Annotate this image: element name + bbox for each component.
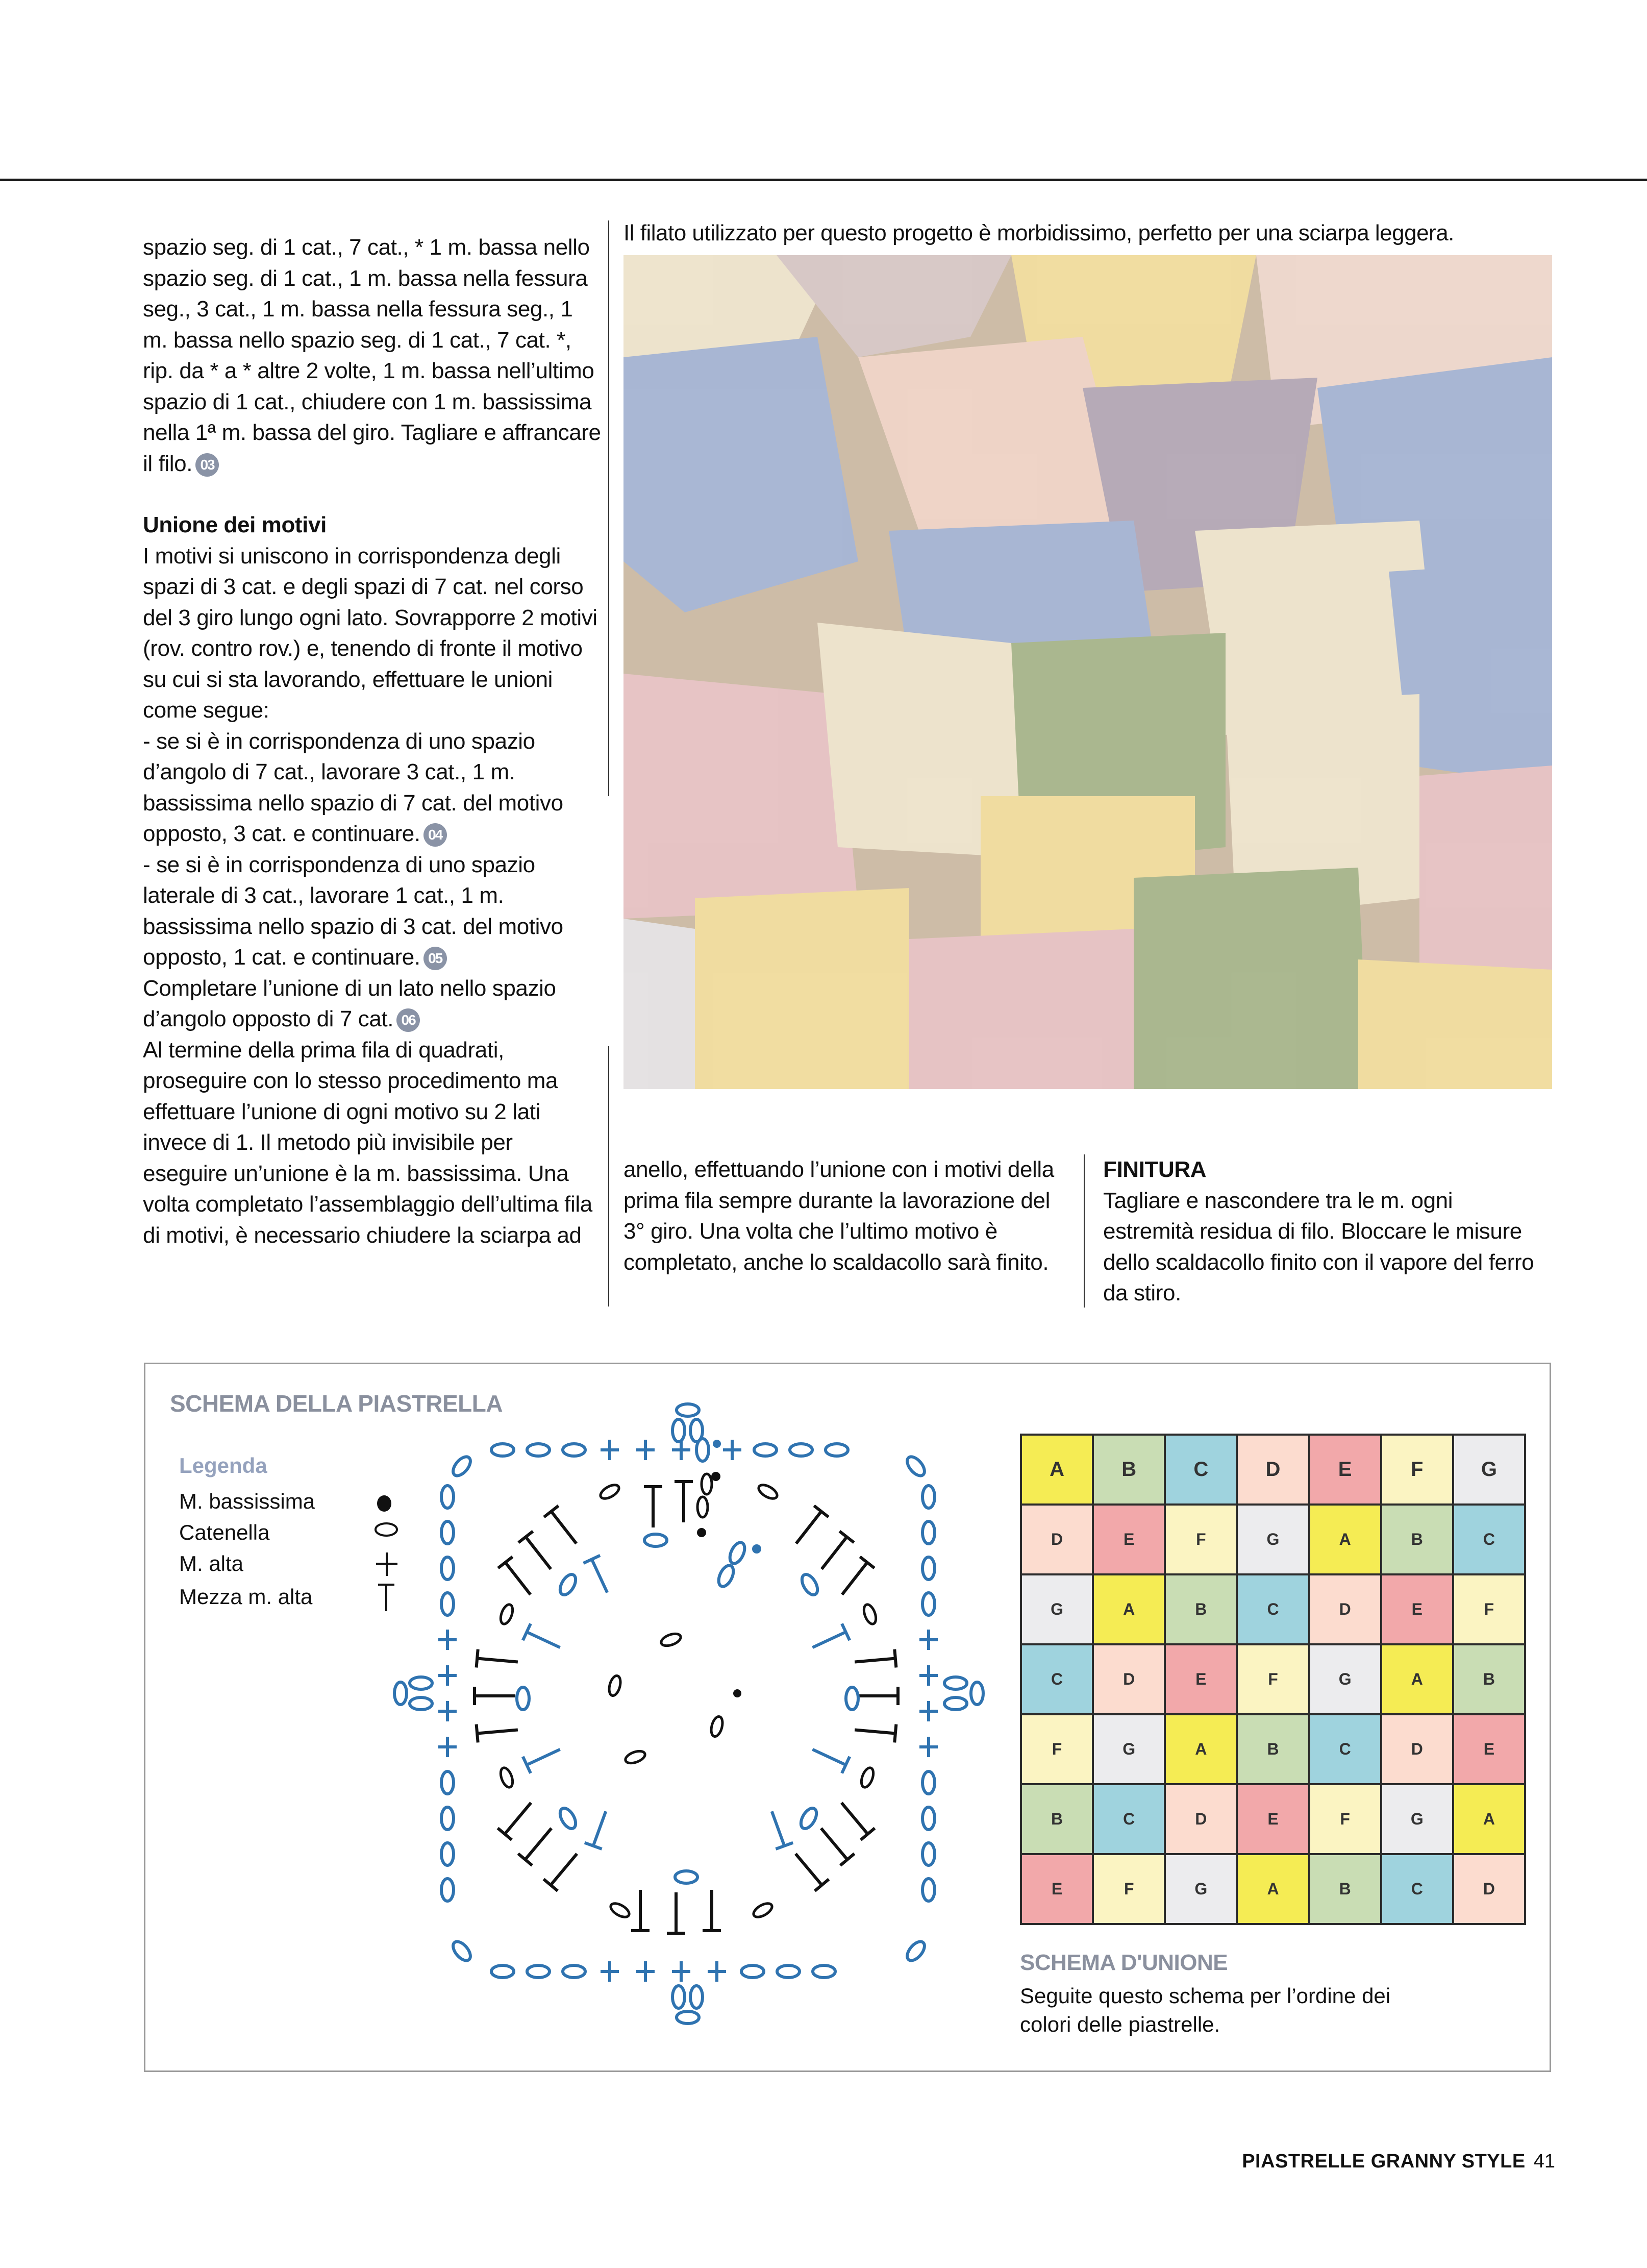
grid-cell: E xyxy=(1166,1645,1236,1713)
chart-panel xyxy=(144,1363,1551,2072)
grid-cell: C xyxy=(1382,1855,1452,1923)
grid-cell: F xyxy=(1022,1715,1092,1783)
grid-cell: B xyxy=(1022,1785,1092,1853)
right-column xyxy=(1103,1154,1542,1309)
color-union-grid xyxy=(1020,1434,1526,1925)
grid-cell: C xyxy=(1022,1645,1092,1713)
step-badge: 06 xyxy=(396,1008,420,1032)
step-badge: 05 xyxy=(423,947,447,970)
grid-cell: B xyxy=(1094,1436,1164,1503)
column-divider xyxy=(608,220,609,796)
instruction-paragraph: anello, effettuando l’unione con i motivi della prima fila sempre durante la lavorazione del 3° giro. Una volta che l’ultimo motivo è completato, anche lo scaldacollo sarà finito. xyxy=(623,1157,1054,1275)
grid-cell: A xyxy=(1310,1506,1380,1573)
grid-cell: D xyxy=(1238,1436,1308,1503)
grid-cell: D xyxy=(1382,1715,1452,1783)
column-divider xyxy=(608,1046,609,1306)
grid-cell: D xyxy=(1022,1506,1092,1573)
top-rule xyxy=(0,179,1647,181)
grid-cell: B xyxy=(1454,1645,1524,1713)
crochet-photo-illustration xyxy=(623,255,1552,1089)
grid-cell: G xyxy=(1166,1855,1236,1923)
section-heading: Unione dei motivi xyxy=(143,512,327,537)
legend-item: Catenella xyxy=(179,1520,269,1545)
grid-cell: G xyxy=(1238,1506,1308,1573)
grid-cell: D xyxy=(1094,1645,1164,1713)
column-divider xyxy=(1084,1154,1085,1308)
grid-cell: C xyxy=(1454,1506,1524,1573)
instruction-paragraph: Completare l’unione di un lato nello spazio d’angolo opposto di 7 cat. 06 xyxy=(143,975,556,1031)
left-column xyxy=(143,232,602,1251)
grid-cell: G xyxy=(1382,1785,1452,1853)
grid-cell: F xyxy=(1310,1785,1380,1853)
grid-cell: A xyxy=(1382,1645,1452,1713)
legend-item: M. alta xyxy=(179,1551,243,1576)
grid-cell: E xyxy=(1310,1436,1380,1503)
magazine-section-title: PIASTRELLE GRANNY STYLE xyxy=(1242,2151,1526,2172)
step-badge: 03 xyxy=(195,453,219,477)
grid-cell: A xyxy=(1166,1715,1236,1783)
instruction-paragraph: spazio seg. di 1 cat., 7 cat., * 1 m. bassa nello spazio seg. di 1 cat., 1 m. bassa nella fessura seg., 3 cat., 1 m. bassa nella fessura seg., 1 m. bassa nello spazio seg. di 1 cat., 7 cat. *, rip. da * a * altre 2 volte, 1 m. bassa nell’ultimo spazio di 1 cat., chiudere con 1 m. bassissima nella 1ª m. bassa del giro. Tagliare e affrancare il filo. 03 xyxy=(143,235,601,476)
grid-cell: B xyxy=(1382,1506,1452,1573)
step-badge: 04 xyxy=(423,823,447,847)
grid-cell: A xyxy=(1454,1785,1524,1853)
grid-cell: C xyxy=(1238,1575,1308,1643)
scarf-photo xyxy=(623,255,1552,1089)
grid-cell: F xyxy=(1454,1575,1524,1643)
union-chart-title: SCHEMA D'UNIONE xyxy=(1020,1950,1228,1975)
grid-cell: E xyxy=(1094,1506,1164,1573)
grid-cell: F xyxy=(1382,1436,1452,1503)
instruction-paragraph: Al termine della prima fila di quadrati, proseguire con lo stesso procedimento ma effettuare l’unione di ogni motivo su 2 lati invece di 1. Il metodo più invisibile per eseguire un’unione è la m. bassissima. Una volta completato l’assemblaggio dell’ultima fila di motivi, è necessario chiudere la sciarpa ad xyxy=(143,1037,592,1248)
grid-cell: G xyxy=(1454,1436,1524,1503)
legend-item: M. bassissima xyxy=(179,1489,315,1514)
grid-cell: C xyxy=(1166,1436,1236,1503)
middle-column xyxy=(623,1154,1072,1278)
granny-tile-diagram xyxy=(370,1400,1033,2043)
grid-cell: E xyxy=(1454,1715,1524,1783)
grid-cell: E xyxy=(1238,1785,1308,1853)
grid-cell: E xyxy=(1022,1855,1092,1923)
grid-cell: A xyxy=(1022,1436,1092,1503)
grid-cell: D xyxy=(1310,1575,1380,1643)
instruction-paragraph: I motivi si uniscono in corrispondenza degli spazi di 3 cat. e degli spazi di 7 cat. nel corso del 3 giro lungo ogni lato. Sovrapporre 2 motivi (rov. contro rov.) e, tenendo di fronte il motivo su cui si sta lavorando, effettuare le unioni come segue: xyxy=(143,543,597,723)
photo-caption: Il filato utilizzato per questo progetto è morbidissimo, perfetto per una sciarpa leggera. xyxy=(623,220,1454,245)
grid-cell: G xyxy=(1310,1645,1380,1713)
grid-cell: G xyxy=(1094,1715,1164,1783)
grid-cell: F xyxy=(1166,1506,1236,1573)
grid-cell: E xyxy=(1382,1575,1452,1643)
instruction-paragraph: Tagliare e nascondere tra le m. ogni estremità residua di filo. Bloccare le misure dello scaldacollo finito con il vapore del ferro da stiro. xyxy=(1103,1188,1534,1305)
grid-cell: B xyxy=(1166,1575,1236,1643)
grid-cell: B xyxy=(1310,1855,1380,1923)
grid-cell: F xyxy=(1238,1645,1308,1713)
grid-cell: A xyxy=(1238,1855,1308,1923)
grid-cell: D xyxy=(1166,1785,1236,1853)
legend-title: Legenda xyxy=(179,1453,267,1477)
grid-cell: C xyxy=(1310,1715,1380,1783)
grid-cell: B xyxy=(1238,1715,1308,1783)
page-number: 41 xyxy=(1533,2151,1555,2172)
bullet-item: - se si è in corrispondenza di uno spazio d’angolo di 7 cat., lavorare 3 cat., 1 m. bassissima nello spazio di 7 cat. del motivo opposto, 3 cat. e continuare. 04 xyxy=(143,728,563,846)
union-chart-description: Seguite questo schema per l’ordine dei colori delle piastrelle. xyxy=(1020,1984,1391,2036)
grid-cell: A xyxy=(1094,1575,1164,1643)
tile-chart-title: SCHEMA DELLA PIASTRELLA xyxy=(170,1390,503,1417)
page-footer xyxy=(1242,2151,1555,2173)
grid-cell: G xyxy=(1022,1575,1092,1643)
finishing-heading: FINITURA xyxy=(1103,1157,1207,1182)
grid-cell: C xyxy=(1094,1785,1164,1853)
legend-item: Mezza m. alta xyxy=(179,1585,312,1609)
grid-cell: F xyxy=(1094,1855,1164,1923)
grid-cell: D xyxy=(1454,1855,1524,1923)
bullet-item: - se si è in corrispondenza di uno spazio laterale di 3 cat., lavorare 1 cat., 1 m. bassissima nello spazio di 3 cat. del motivo opposto, 1 cat. e continuare. 05 xyxy=(143,852,563,970)
